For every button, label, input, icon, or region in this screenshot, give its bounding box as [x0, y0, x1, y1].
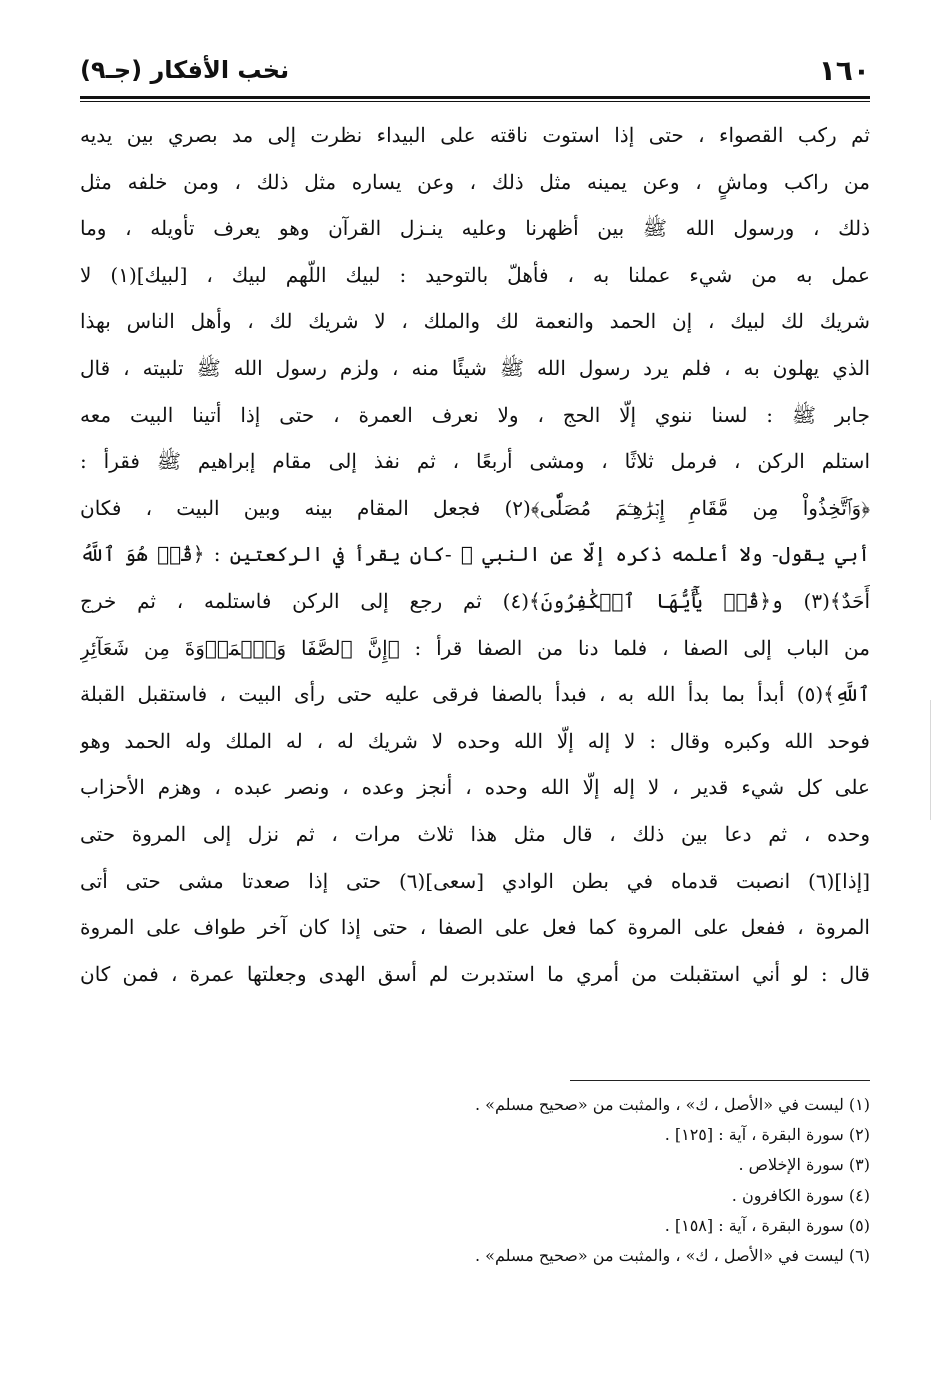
footnote: (٤) سورة الكافرون .	[731, 1185, 870, 1205]
text-line: من الباب إلى الصفا ، فلما دنا من الصفا قرأ : ﴿إِنَّ ٱلصَّفَا وَٱلۡمَرۡوَةَ مِن شَعَآئِرِ	[80, 635, 870, 660]
text-line: استلم الركن ، فرمل ثلاثًا ، ومشى أربعًا ، ثم نفذ إلى مقام إبراهيم ﷺ فقرأ :	[80, 449, 870, 474]
text-line: جابر ﷺ : لسنا ننوي إلّا الحج ، ولا نعرف العمرة ، حتى إذا أتينا البيت معه	[80, 402, 870, 427]
text-line: ٱللَّهِ﴾(٥) أبدأ بما بدأ الله به ، فبدأ بالصفا فرقى عليه حتى رأى البيت ، فاستقبل القبلة	[80, 682, 870, 707]
scan-edge-mark	[930, 700, 932, 820]
text-line: عمل به من شيء عملنا به ، فأهلّ بالتوحيد : لبيك اللّهم لبيك ، [لبيك](١) لا	[80, 262, 870, 287]
text-line: ثم ركب القصواء ، حتى إذا استوت ناقته على البيداء نظرت إلى مد بصري بين يديه	[80, 123, 870, 147]
footnote: (٢) سورة البقرة ، آية : [١٢٥] .	[664, 1125, 870, 1145]
text-line: ذلك ، ورسول الله ﷺ بين أظهرنا وعليه ينـزل القرآن وهو يعرف تأويله ، وما	[80, 216, 870, 241]
footnote: (٣) سورة الإخلاص .	[738, 1155, 870, 1175]
text-line: المروة ، ففعل على المروة كما فعل على الصفا ، حتى إذا كان آخر طواف على المروة	[80, 915, 870, 940]
running-title: نخب الأفكار (جـ٩)	[80, 56, 290, 84]
text-line: على كل شيء قدير ، لا إله إلّا الله وحده ، أنجز وعده ، ونصر عبده ، وهزم الأحزاب	[80, 775, 870, 800]
text-line: وحده ، ثم دعا بين ذلك ، قال مثل هذا ثلاث مرات ، ثم نزل إلى المروة حتى	[80, 821, 870, 846]
text-line: قال : لو أني استقبلت من أمري ما استدبرت لم أسق الهدى وجعلتها عمرة ، فمن كان	[80, 961, 870, 986]
text-line: الذي يهلون به ، فلم يرد رسول الله ﷺ شيئًا منه ، ولزم رسول الله ﷺ تلبيته ، قال	[80, 355, 870, 380]
text-line: [إذا](٦) انصبت قدماه في بطن الوادي [سعى](٦) حتى إذا صعدتا مشى حتى أتى	[80, 868, 870, 893]
page-number: ١٦٠	[818, 53, 870, 87]
text-line: أَحَدٌ﴾(٣) و﴿قُلۡ يَٰٓأَيُّهَا ٱلۡكَٰفِرُونَ﴾(٤) ثم رجع إلى الركن فاستلمه ، ثم خرج	[80, 588, 870, 613]
text-line: فوحد الله وكبره وقال : لا إله إلّا الله وحده لا شريك له ، له الملك وله الحمد وهو	[80, 728, 870, 753]
footnote-rule	[570, 1080, 870, 1081]
header-rule	[80, 96, 870, 99]
footnotes	[80, 1090, 870, 1271]
header-rule-thin	[80, 101, 870, 102]
text-line: شريك لك لبيك ، إن الحمد والنعمة لك والملك ، لا شريك لك ، وأهل الناس بهذا	[80, 309, 870, 334]
footnote: (٥) سورة البقرة ، آية : [١٥٨] .	[664, 1215, 870, 1235]
page-header	[80, 48, 870, 92]
footnote: (١) ليست في «الأصل ، ك» ، والمثبت من «صحيح مسلم» .	[474, 1095, 870, 1114]
text-line: ﴿وَٱتَّخِذُواْ مِن مَّقَامِ إِبۡرَٰهِـۧمَ مُصَلّٗى﴾(٢) فجعل المقام بينه وبين البيت ، فكان	[80, 495, 870, 520]
text-line: أبي يقول- ولا أعلمه ذكره إلّا عن النبي ﷺ -كان يقرأ في الركعتين : ﴿قُلۡ هُوَ ٱللَّهُ	[80, 542, 870, 567]
main-text	[80, 112, 870, 997]
text-line: من راكب وماشٍ ، وعن يمينه مثل ذلك ، وعن يساره مثل ذلك ، ومن خلفه مثل	[80, 169, 870, 194]
footnote: (٦) ليست في «الأصل ، ك» ، والمثبت من «صحيح مسلم» .	[474, 1245, 870, 1265]
